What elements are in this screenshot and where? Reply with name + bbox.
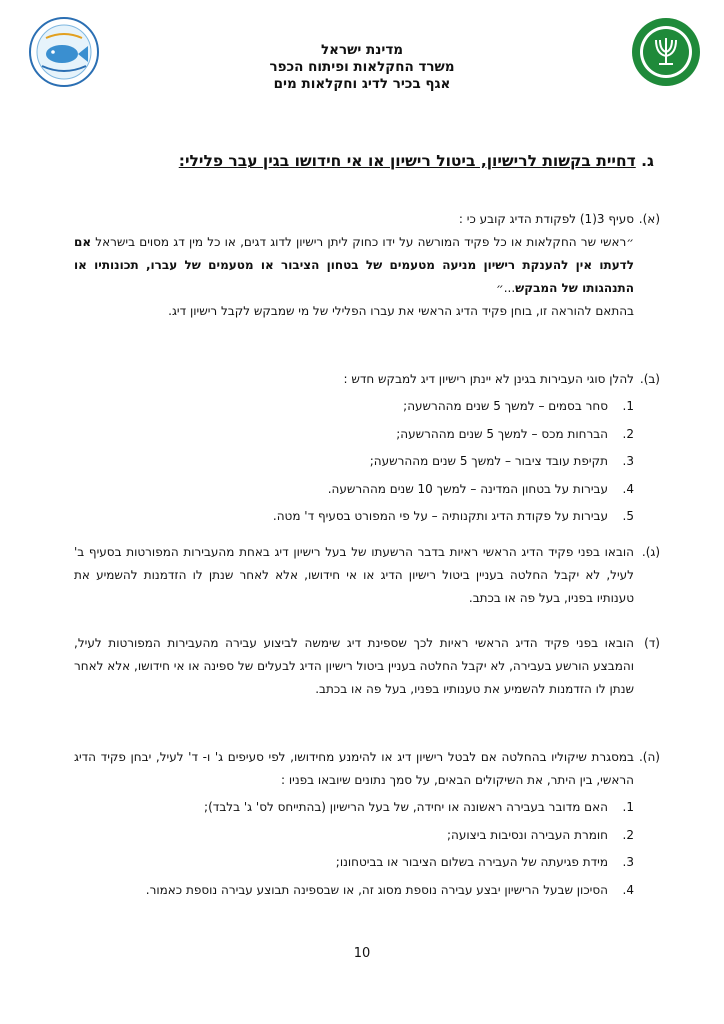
list-item (74, 851, 634, 874)
list-item (74, 505, 634, 528)
list-item-number: 3. (622, 454, 634, 468)
header-line-department: אגף בכיר לדיג וחקלאות מים (273, 76, 451, 92)
header-line-state: מדינת ישראל (320, 42, 404, 58)
section-d (74, 632, 660, 701)
section-c-text: הובאו בפני פקיד הדיג הראשי ראיות בדבר הרשעתו של בעל רישיון דיג באחת מהעבירות המפורטות בסעיף ב' לעיל, לא יקבל החלטה בעניין ביטול רישיון הדיג או אי חידושו, אלא לאחר שנתן לו הזדמנות להשמיע את טענותיו בפניו, בעל פה או בכתב. (74, 545, 634, 605)
section-title-text: דחיית בקשות לרישיון, ביטול רישיון או אי חידושו בגין עבר פלילי: (178, 152, 636, 170)
section-e-list (74, 796, 634, 902)
list-item (74, 450, 634, 473)
list-item-number: 1. (622, 800, 634, 814)
section-a-quote-end: ...״ (495, 281, 516, 295)
section-a-label: (א). (638, 212, 660, 226)
list-item-text: סחר בסמים – למשך 5 שנים מההרשעה; (403, 399, 608, 413)
section-e-label: (ה). (638, 750, 660, 764)
section-a-quote-bold: אם לדעתו אין להענקת רישיון מניעה מטעמים של בטחון הציבור או מטעמים של עברו, תכונותיו או התנהגותו של המבקש (74, 235, 634, 295)
list-item-text: תקיפת עובד ציבור – למשך 5 שנים מההרשעה; (369, 454, 608, 468)
section-a-quote-start: ״ראשי שר החקלאות או כל פקיד המורשה על ידו כחוק ליתן רישיון לדוג דגים, או כל מין דג מסוים בישראל (95, 235, 634, 249)
list-item-number: 2. (622, 827, 634, 842)
list-item (74, 423, 634, 446)
section-title (54, 152, 654, 170)
section-c (74, 541, 660, 610)
header-line-ministry: משרד החקלאות ופיתוח הכפר (269, 59, 455, 75)
list-item-number: 1. (622, 399, 634, 413)
list-item-number: 3. (622, 855, 634, 869)
section-b-label: (ב). (639, 372, 660, 386)
section-d-label: (ד) (644, 636, 660, 650)
list-item (74, 478, 634, 501)
section-e (74, 746, 660, 906)
ministry-header (0, 42, 724, 93)
section-a-quote (74, 231, 634, 300)
list-item (74, 879, 634, 902)
list-item-text: הסיכון שבעל הרישיון יבצע עבירה נוספת מסוג זה, או שבספינה תבוצע עבירה נוספת כאמור. (145, 882, 608, 897)
section-a (74, 208, 660, 323)
section-c-label: (ג). (641, 545, 660, 559)
list-item-number: 4. (622, 882, 634, 897)
section-b-list (74, 395, 634, 528)
list-item-number: 2. (622, 426, 634, 441)
section-e-intro: במסגרת שיקוליו בהחלטה אם לבטל רישיון דיג או להימנע מחידושו, לפי סעיפים ג' ו- ד' לעיל, יבחן פקיד הדיג הראשי, בין היתר, את השיקולים הבאים, על סמך נתונים שיובאו בפניו : (74, 750, 634, 787)
section-b-intro: להלן סוגי העבירות בגינן לא יינתן רישיון דיג למבקש חדש : (343, 372, 634, 386)
list-item-text: עבירות על בטחון המדינה – למשך 10 שנים מההרשעה. (327, 481, 608, 496)
list-item-number: 5. (622, 509, 634, 523)
section-a-closing: בהתאם להוראה זו, בוחן פקיד הדיג הראשי את עברו הפלילי של מי שמבקש לקבל רישיון דיג. (168, 304, 634, 318)
page-number: 10 (353, 946, 371, 961)
list-item-number: 4. (622, 481, 634, 496)
list-item-text: האם מדובר בעבירה ראשונה או יחידה, של בעל הרישיון (בהתייחס לס' ג' בלבד); (204, 800, 608, 814)
list-item (74, 824, 634, 847)
list-item (74, 796, 634, 819)
list-item-text: מידת פגיעתה של העבירה בשלום הציבור או בביטחונו; (335, 855, 608, 869)
list-item-text: הברחות מכס – למשך 5 שנים מההרשעה; (396, 426, 608, 441)
list-item (74, 395, 634, 418)
section-d-text: הובאו בפני פקיד הדיג הראשי ראיות לכך שספינת דיג שימשה לביצוע עבירה מהעבירות המפורטות לעיל, והמבצע הורשע בעבירה, לא יקבל החלטה בעניין ביטול רישיון הדיג לבעלים של ספינה או אי חידושו, אלא לאחר שנתן לו הזדמנות להשמיע את טענותיו בפניו, בעל פה או בכתב. (74, 636, 634, 696)
section-b (74, 368, 660, 533)
section-title-prefix: ג. (641, 152, 654, 170)
list-item-text: עבירות על פקודת הדיג ותקנותיה – על פי המפורט בסעיף ד' מטה. (272, 509, 608, 523)
list-item-text: חומרת העבירה ונסיבות ביצועה; (447, 827, 608, 842)
section-a-intro: סעיף 3(1) לפקודת הדיג קובע כי : (458, 212, 634, 226)
